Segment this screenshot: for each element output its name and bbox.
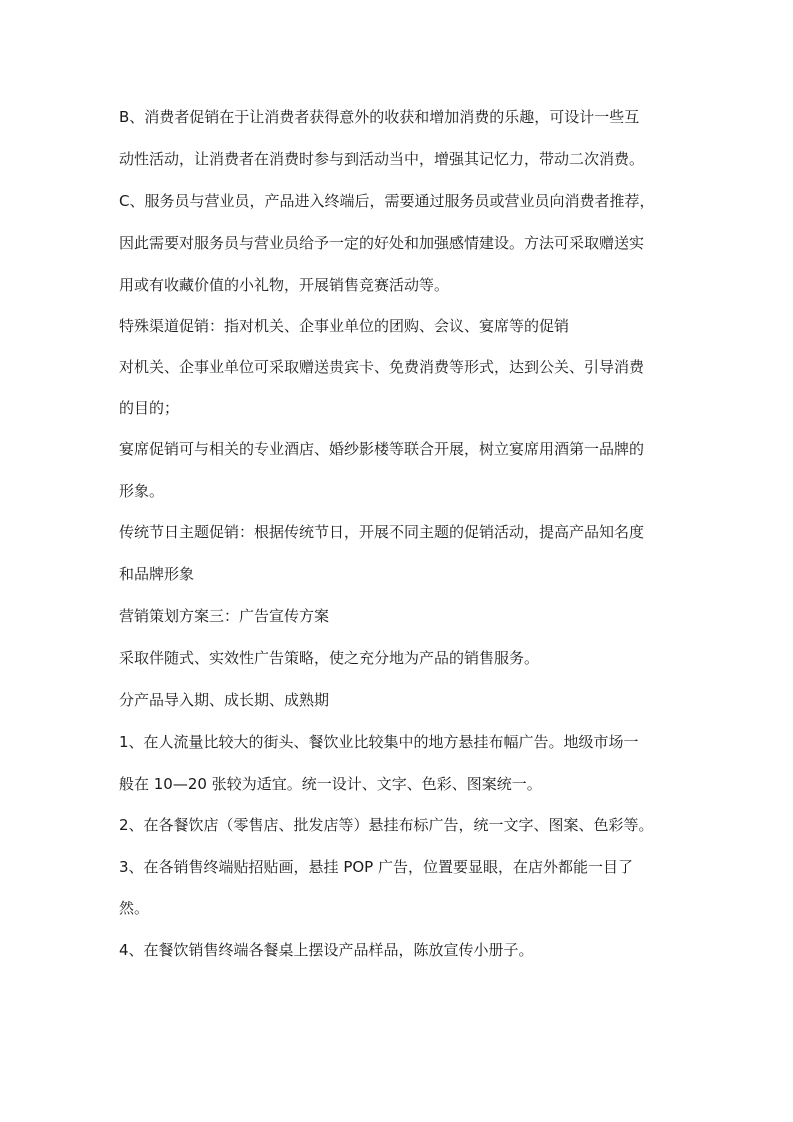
paragraph-line: B、消费者促销在于让消费者获得意外的收获和增加消费的乐趣，可设计一些互: [119, 108, 640, 126]
paragraph-line: 采取伴随式、实效性广告策略，使之充分地为产品的销售服务。: [119, 649, 540, 667]
list-item-line: 然。: [119, 899, 150, 917]
list-item-line: 3、在各销售终端贴招贴画，悬挂 POP 广告，位置要显眼，在店外都能一目了: [119, 858, 633, 876]
paragraph-line: 用或有收藏价值的小礼物，开展销售竞赛活动等。: [119, 276, 450, 294]
list-item-line: 2、在各餐饮店（零售店、批发店等）悬挂布标广告，统一文字、图案、色彩等。: [119, 816, 654, 834]
list-item-line: 4、在餐饮销售终端各餐桌上摆设产品样品，陈放宣传小册子。: [119, 941, 534, 959]
paragraph-line: 传统节日主题促销：根据传统节日，开展不同主题的促销活动，提高产品知名度: [119, 523, 645, 541]
section-heading: 特殊渠道促销：指对机关、企事业单位的团购、会议、宴席等的促销: [119, 317, 570, 335]
paragraph-line: 对机关、企事业单位可采取赠送贵宾卡、免费消费等形式，达到公关、引导消费: [119, 358, 645, 376]
paragraph-line: 宴席促销可与相关的专业酒店、婚纱影楼等联合开展，树立宴席用酒第一品牌的: [119, 440, 645, 458]
section-heading: 营销策划方案三：广告宣传方案: [119, 607, 330, 625]
list-item-line: 1、在人流量比较大的街头、餐饮业比较集中的地方悬挂布幅广告。地级市场一: [119, 733, 639, 751]
paragraph-line: 的目的；: [119, 399, 180, 417]
list-item-line: 般在 10—20 张较为适宜。统一设计、文字、色彩、图案统一。: [119, 775, 542, 793]
paragraph-line: 和品牌形象: [119, 565, 195, 583]
paragraph-line: 分产品导入期、成长期、成熟期: [119, 691, 330, 709]
paragraph-line: C、服务员与营业员，产品进入终端后，需要通过服务员或营业员向消费者推荐，: [119, 192, 655, 210]
paragraph-line: 形象。: [119, 482, 165, 500]
paragraph-line: 因此需要对服务员与营业员给予一定的好处和加强感情建设。方法可采取赠送实: [119, 234, 645, 252]
paragraph-line: 动性活动，让消费者在消费时参与到活动当中，增强其记忆力，带动二次消费。: [119, 150, 645, 168]
